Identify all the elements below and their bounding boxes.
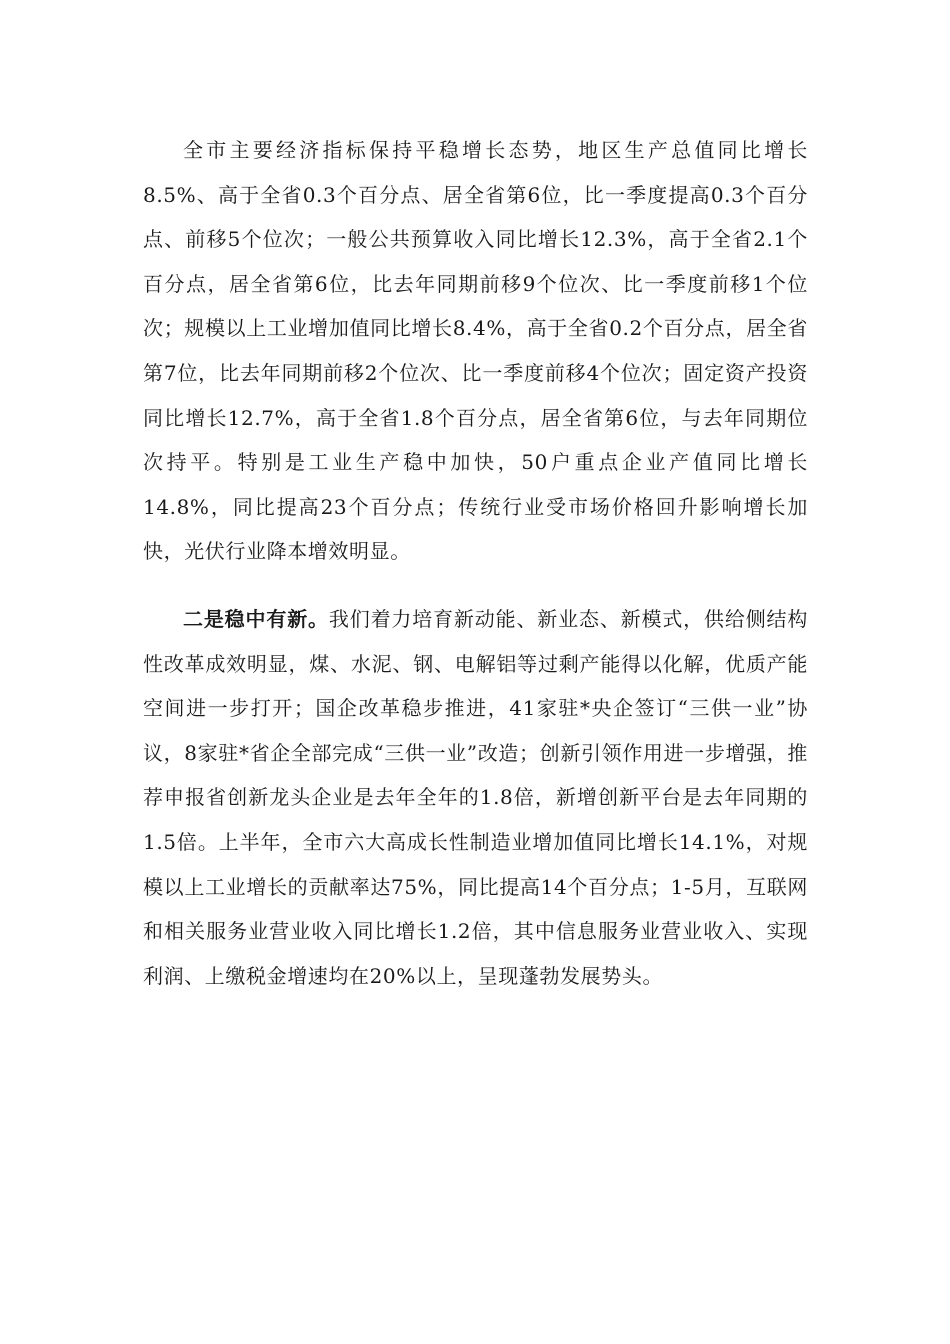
paragraph-lead: 二是稳中有新。 bbox=[183, 606, 329, 631]
paragraph-stable-with-new bbox=[143, 597, 808, 998]
paragraph-economic-indicators bbox=[143, 128, 808, 574]
document-page bbox=[143, 128, 808, 998]
paragraph-text: 我们着力培育新动能、新业态、新模式，供给侧结构性改革成效明显，煤、水泥、钢、电解铝等过剩产能得以化解，优质产能空间进一步打开；国企改革稳步推进，41家驻*央企签订“三供一业”协议，8家驻*省企全部完成“三供一业”改造；创新引领作用进一步增强，推荐申报省创新龙头企业是去年全年的1.8倍，新增创新平台是去年同期的1.5倍。上半年，全市六大高成长性制造业增加值同比增长14.1%，对规模以上工业增长的贡献率达75%，同比提高14个百分点；1-5月，互联网和相关服务业营业收入同比增长1.2倍，其中信息服务业营业收入、实现利润、上缴税金增速均在20%以上，呈现蓬勃发展势头。 bbox=[143, 606, 808, 988]
paragraph-text: 全市主要经济指标保持平稳增长态势，地区生产总值同比增长8.5%、高于全省0.3个百分点、居全省第6位，比一季度提高0.3个百分点、前移5个位次；一般公共预算收入同比增长12.3%，高于全省2.1个百分点，居全省第6位，比去年同期前移9个位次、比一季度前移1个位次；规模以上工业增加值同比增长8.4%，高于全省0.2个百分点，居全省第7位，比去年同期前移2个位次、比一季度前移4个位次；固定资产投资同比增长12.7%，高于全省1.8个百分点，居全省第6位，与去年同期位次持平。特别是工业生产稳中加快，50户重点企业产值同比增长14.8%，同比提高23个百分点；传统行业受市场价格回升影响增长加快，光伏行业降本增效明显。 bbox=[143, 138, 808, 564]
